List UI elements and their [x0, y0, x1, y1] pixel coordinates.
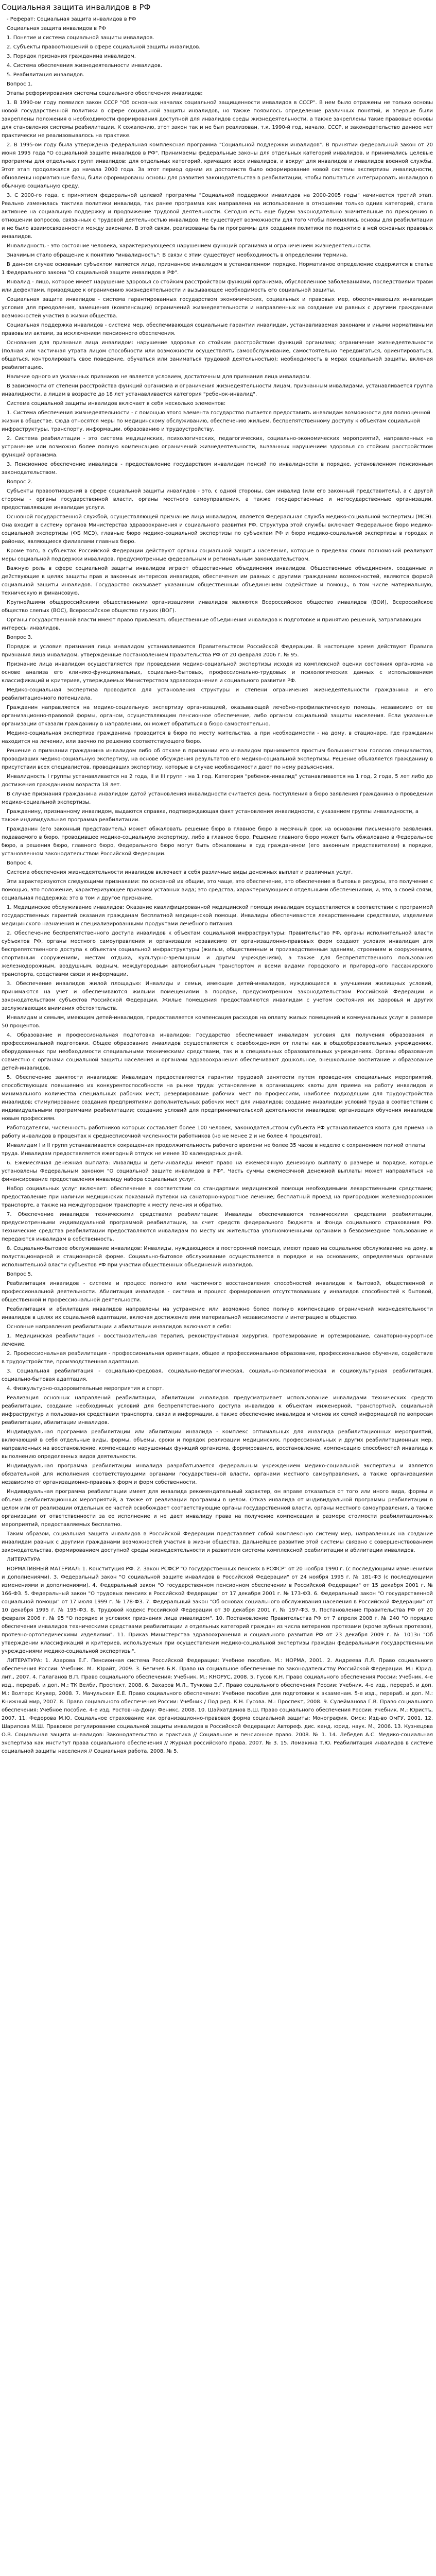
paragraph: Этапы реформирования системы социального обеспечения инвалидов:: [7, 91, 203, 96]
paragraph: В данном случае основным субъектом является лицо, признанное инвалидом в установленном порядке. Нормативное определение содержится в статье 1 Федерального закона "О социальной защите инвалидов в РФ".: [2, 262, 433, 276]
paragraph: Важную роль в сфере социальной защиты инвалидов играют общественные объединения инвалидов. Общественные объединения, созданные и действующие в целях защиты прав и законных интересов инвалидов, обеспечения им равных с другими гражданами возможностей, являются формой социальной защиты инвалидов. Государство оказывает указанным общественным объединениям содействие и помощь, в том числе материальную, техническую и финансовую.: [2, 566, 433, 596]
paragraph: Работодателям, численность работников которых составляет более 100 человек, законодательством субъекта РФ устанавливается квота для приема на работу инвалидов в процентах к среднесписочной численности работников (но не менее 2 и не более 4 процентов).: [2, 1125, 433, 1139]
paragraph: НОРМАТИВНЫЙ МАТЕРИАЛ: 1. Конституция РФ. 2. Закон РСФСР "О государственных пенсиях в РСФСР" от 20 ноября 1990 г. (с последующими изменениями и дополнениями). 3. Федеральный закон "О социальной защите инвалидов в Российской Федерации" от 24 ноября 1995 г. № 181-ФЗ (с последующими изменениями и дополнениями). 4. Федеральный закон "О государственном пенсионном обеспечении в Российской Федерации" от 15 декабря 2001 г. № 166-ФЗ. 5. Федеральный закон "О трудовых пенсиях в Российской Федерации" от 17 декабря 2001 г. № 173-ФЗ. 6. Федеральный закон "О государственной социальной помощи" от 17 июля 1999 г. № 178-ФЗ. 7. Федеральный закон "Об основах социального обслуживания населения в Российской Федерации" от 10 декабря 1995 г. № 195-ФЗ. 8. Трудовой кодекс Российской Федерации от 30 декабря 2001 г. № 197-ФЗ. 9. Постановление Правительства РФ от 20 февраля 2006 г. № 95 "О порядке и условиях признания лица инвалидом". 10. Постановление Правительства РФ от 7 апреля 2008 г. № 240 "О порядке обеспечения инвалидов техническими средствами реабилитации и отдельных категорий граждан из числа ветеранов протезами (кроме зубных протезов), протезно-ортопедическими изделиями". 11. Приказ Министерства здравоохранения и социального развития РФ от 23 декабря 2009 г. № 1013н "Об утверждении классификаций и критериев, используемых при осуществлении медико-социальной экспертизы граждан федеральными государственными учреждениями медико-социальной экспертизы".: [2, 1566, 433, 1654]
paragraph: Органы государственной власти имеют право привлекать общественные объединения инвалидов к подготовке и принятию решений, затрагивающих интересы инвалидов.: [2, 617, 422, 631]
paragraph: 3. Пенсионное обеспечение инвалидов - предоставление государством инвалидам пенсий по инвалидности в порядке, установленном пенсионным законодательством.: [2, 462, 433, 476]
paragraph: Индивидуальная программа реабилитации инвалида разрабатывается федеральным учреждением медико-социальной экспертизы и является обязательной для исполнения соответствующими органами государственной власти, органами местного самоуправления, а также организациями независимо от организационно-правовых форм и форм собственности.: [2, 1463, 433, 1485]
paragraph: 4. Образование и профессиональная подготовка инвалидов: Государство обеспечивает инвалидам условия для получения образования и профессиональной подготовки. Общее образование инвалидов осуществляется с освобождением от платы как в общеобразовательных учреждениях, оборудованных при необходимости специальными техническими средствами, так и в специальных образовательных учреждениях. Органы образования совместно с органами социальной защиты населения и органами здравоохранения обеспечивают дошкольное, внешкольное воспитание и образование детей-инвалидов.: [2, 1032, 433, 1071]
paragraph: Индивидуальная программа реабилитации или абилитации инвалида - комплекс оптимальных для инвалида реабилитационных мероприятий, включающий в себя отдельные виды, формы, объемы, сроки и порядок реализации медицинских, профессиональных и других реабилитационных мер, направленных на восстановление, компенсацию нарушенных функций организма, формирование, восстановление, компенсацию способностей инвалида к выполнению определенных видов деятельности.: [2, 1429, 433, 1460]
outline-item: 5. Реабилитация инвалидов.: [7, 72, 85, 78]
paragraph: 2. Система реабилитации - это система медицинских, психологических, педагогических, социально-экономических мероприятий, направленных на устранение или возможно более полную компенсацию ограничений жизнедеятельности, вызванных нарушением здоровья со стойким расстройством функций организма.: [2, 436, 433, 458]
paragraph: В случае признания гражданина инвалидом датой установления инвалидности считается день поступления в бюро заявления гражданина о проведении медико-социальной экспертизы.: [2, 791, 433, 805]
paragraph: Медико-социальная экспертиза гражданина проводится в бюро по месту жительства, а при необходимости - на дому, в стационаре, где гражданин находится на лечении, или заочно по решению соответствующего бюро.: [2, 731, 433, 744]
paragraph: Основной государственной службой, осуществляющей признание лица инвалидом, является Федеральная служба медико-социальной экспертизы (МСЭ). Она входит в систему органов Министерства здравоохранения и социального развития РФ. Структура этой службы включает Федеральное бюро медико-социальной экспертизы (ФБ МСЭ), главные бюро медико-социальной экспертизы по субъектам РФ и бюро медико-социальной экспертизы в городах и районах, являющиеся филиалами главных бюро.: [2, 514, 433, 545]
section-heading: Вопрос 5.: [7, 1272, 33, 1277]
paragraph: Социальная защита инвалидов в РФ: [7, 26, 106, 31]
outline-item: 1. Понятие и система социальной защиты инвалидов.: [7, 35, 154, 41]
paragraph: Субъекты правоотношений в сфере социальной защиты инвалидов - это, с одной стороны, сам инвалид (или его законный представитель), а с другой стороны - органы государственной власти, органы местного самоуправления, а также государственные и негосударственные организации, предоставляющие инвалидам услуги.: [2, 488, 433, 511]
paragraph: 1. Медицинское обслуживание инвалидов: Оказание квалифицированной медицинской помощи инвалидам осуществляется в соответствии с программой государственных гарантий оказания гражданам бесплатной медицинской помощи. Инвалиды обеспечиваются лекарственными средствами, изделиями медицинского назначения и специализированными продуктами лечебного питания.: [2, 905, 433, 927]
paragraph: Инвалидность - это состояние человека, характеризующееся нарушением функций организма и ограничением жизнедеятельности.: [7, 243, 372, 249]
paragraph: Инвалидам и семьям, имеющим детей-инвалидов, предоставляется компенсация расходов на оплату жилых помещений и коммунальных услуг в размере 50 процентов.: [2, 1015, 433, 1029]
paragraph: Инвалидам I и II групп устанавливается сокращенная продолжительность рабочего времени не более 35 часов в неделю с сохранением полной оплаты труда. Инвалидам предоставляется ежегодный отпуск не менее 30 календарных дней.: [2, 1143, 425, 1157]
paragraph: 5. Обеспечение занятости инвалидов: Инвалидам предоставляются гарантии трудовой занятости путем проведения специальных мероприятий, способствующих повышению их конкурентоспособности на рынке труда: установление в организациях квоты для приема на работу инвалидов и минимального количества специальных рабочих мест; резервирование рабочих мест по профессиям, наиболее подходящим для трудоустройства инвалидов; стимулирование создания предприятиями дополнительных рабочих мест для инвалидов; создание инвалидам условий труда в соответствии с индивидуальными программами реабилитации; создание условий для предпринимательской деятельности инвалидов; организация обучения инвалидов новым профессиям.: [2, 1075, 433, 1122]
paragraph: Гражданин направляется на медико-социальную экспертизу организацией, оказывающей лечебно-профилактическую помощь, независимо от ее организационно-правовой формы, органом, осуществляющим пенсионное обеспечение, либо органом социальной защиты населения. Если указанные организации отказали гражданину в направлении, он может обратиться в бюро самостоятельно.: [2, 705, 433, 727]
paragraph: Реабилитация инвалидов - система и процесс полного или частичного восстановления способностей инвалидов к бытовой, общественной и профессиональной деятельности. Абилитация инвалидов - система и процесс формирования отсутствовавших у инвалидов способностей к бытовой, общественной и профессиональной деятельности.: [2, 1281, 433, 1303]
paragraph: 1. Медицинская реабилитация - восстановительная терапия, реконструктивная хирургия, протезирование и ортезирование, санаторно-курортное лечение.: [2, 1333, 433, 1347]
paragraph: Индивидуальная программа реабилитации имеет для инвалида рекомендательный характер, он вправе отказаться от того или иного вида, формы и объема реабилитационных мероприятий, а также от реализации программы в целом. Отказ инвалида от индивидуальной программы реабилитации в целом или от реализации отдельных ее частей освобождает соответствующие органы государственной власти, органы местного самоуправления, а также организации от ответственности за ее исполнение и не дает инвалиду права на получение компенсации в размере стоимости реабилитационных мероприятий, предоставляемых бесплатно.: [2, 1489, 433, 1528]
outline-item: 3. Порядок признания гражданина инвалидом.: [7, 54, 136, 59]
section-heading: Вопрос 1.: [7, 81, 33, 87]
document: [2, 2, 433, 1757]
paragraph: 2. В 1995-ом году была утверждена федеральная комплексная программа "Социальной поддержки инвалидов". В принятии федеральный закон от 20 июня 1995 года "О социальной защите инвалидов в РФ". Принимаемы федеральные законы для отдельных категорий инвалидов, и принимались целевые программы для отдельных групп инвалидов: для отдельных категорий, кричащих всех инвалидов, и вокруг для инвалидов и инвалидов военной службы. Этот этап продолжался до начала 2000 года. За этот период одним из достоинств было оформирование новой системы экспертизы инвалидности, обновлены нормативные базы, были сформированы основы для развития законодательства в реабилитации, чтобы попытаться интегрировать инвалидов в обычную социальную среду.: [2, 142, 433, 189]
paragraph: Значимым стало обращение к понятию "инвалидность": В связи с этим существует необходимость в определении термина.: [7, 252, 348, 258]
paragraph: 3. С 2000-го года, с принятием федеральной целевой программы "Социальной поддержки инвалидов на 2000-2005 годы" начинается третий этап. Реально изменилась тактика политики инвалида, так ранее программа как направлена на использование в отношении только одних категорий, стала активнее на социальную поддержку и продвижение трудовой деятельности. Сегодня есть еще будем законодательно значительные по преждению в отношении вопросов, связанных с трудовой деятельностью инвалидов. Не существует возможности для того чтобы поменялись основы для реабилитации и не было взаимосвязанности между законами. В этой связи, реализованы были программы для создания политики по поднятию в ней основных правовых инвалидов.: [2, 193, 433, 240]
paragraph: Таким образом, социальная защита инвалидов в Российской Федерации представляет собой комплексную систему мер, направленных на создание инвалидам равных с другими гражданами возможностей участия в жизни общества. Дальнейшее развитие этой системы связано с совершенствованием законодательства, формированием доступной среды жизнедеятельности и развитием системы комплексной реабилитации и абилитации инвалидов.: [2, 1531, 433, 1553]
paragraph: 7. Обеспечение инвалидов техническими средствами реабилитации: Инвалиды обеспечиваются техническими средствами реабилитации, предусмотренными индивидуальной программой реабилитации, за счет средств федерального бюджета и Фонда социального страхования РФ. Технические средства реабилитации предоставляются инвалидам по месту их жительства уполномоченными органами в безвозмездное пользование и передаются инвалидам в собственность.: [2, 1212, 433, 1242]
paragraph: 2. Профессиональная реабилитация - профессиональная ориентация, общее и профессиональное образование, профессиональное обучение, содействие в трудоустройстве, производственная адаптация.: [2, 1351, 433, 1365]
paragraph: Социальная защита инвалидов - система гарантированных государством экономических, социальных и правовых мер, обеспечивающих инвалидам условия для преодоления, замещения (компенсации) ограничений жизнедеятельности и направленных на создание им равных с другими гражданами возможностей участия в жизни общества.: [2, 297, 433, 319]
breadcrumb-link[interactable]: - Реферат: Социальная защита инвалидов в РФ: [7, 16, 136, 22]
paragraph: Основания для признания лица инвалидом: нарушение здоровья со стойким расстройством функций организма; ограничение жизнедеятельности (полная или частичная утрата лицом способности или возможности осуществлять самообслуживание, самостоятельно передвигаться, ориентироваться, общаться, контролировать свое поведение, обучаться или заниматься трудовой деятельностью); необходимость в мерах социальной защиты, включая реабилитацию.: [2, 340, 433, 370]
paragraph: Инвалидность I группы устанавливается на 2 года, II и III групп - на 1 год. Категория "ребенок-инвалид" устанавливается на 1 год, 2 года, 5 лет либо до достижения гражданином возраста 18 лет.: [2, 774, 433, 788]
section-heading: Вопрос 3.: [7, 635, 33, 640]
paragraph: Система обеспечения жизнедеятельности инвалидов включает в себя различные виды денежных выплат и различных услуг.: [7, 870, 353, 875]
paragraph: 3. Обеспечение инвалидов жилой площадью: Инвалиды и семьи, имеющие детей-инвалидов, нуждающиеся в улучшении жилищных условий, принимаются на учет и обеспечиваются жилыми помещениями в порядке, предусмотренном законодательством Российской Федерации и законодательством субъектов Российской Федерации. Жилые помещения предоставляются инвалидам с учетом состояния их здоровья и других заслуживающих внимания обстоятельств.: [2, 981, 433, 1011]
outline-item: 2. Субъекты правоотношений в сфере социальной защиты инвалидов.: [7, 44, 201, 50]
paragraph: Инвалид - лицо, которое имеет нарушение здоровья со стойким расстройством функций организма, обусловленное заболеваниями, последствиями травм или дефектами, приводящее к ограничению жизнедеятельности и вызывающее необходимость его социальной защиты.: [2, 279, 433, 293]
paragraph: 8. Социально-бытовое обслуживание инвалидов: Инвалиды, нуждающиеся в посторонней помощи, имеют право на социальное обслуживание на дому, в полустационарной и стационарной форме. Социально-бытовое обслуживание осуществляется в порядке и на основаниях, определяемых органами исполнительной власти субъектов РФ при участии общественных объединений инвалидов.: [2, 1246, 433, 1268]
paragraph: 1. Система обеспечения жизнедеятельности - с помощью этого элемента государство пытается предоставить инвалидам возможности для полноценной жизни в обществе. Сюда относятся меры по медицинскому обслуживанию, обеспечению жильем, беспрепятственному доступу к объектам социальной инфраструктуры, транспорту, информации, образованию и трудоустройству.: [2, 410, 430, 432]
outline-item: 4. Система обеспечения жизнедеятельности инвалидов.: [7, 63, 163, 69]
paragraph: Гражданину, признанному инвалидом, выдаются справка, подтверждающая факт установления инвалидности, с указанием группы инвалидности, а также индивидуальная программа реабилитации.: [2, 809, 418, 823]
paragraph: Кроме того, в субъектах Российской Федерации действуют органы социальной защиты населения, которые в пределах своих полномочий реализуют меры социальной поддержки инвалидов, предусмотренные федеральным и региональным законодательством.: [2, 548, 433, 562]
section-heading: Вопрос 2.: [7, 479, 33, 485]
paragraph: ЛИТЕРАТУРА: 1. Азарова Е.Г. Пенсионная система Российской Федерации: Учебное пособие. М.: НОРМА, 2001. 2. Андреева Л.Л. Право социального обеспечения России: Учебник. М.: Юрайт, 2009. 3. Бегичев Б.К. Право на социальное обеспечение по законодательству Российской Федерации. М.: Юрид. лит., 2007. 4. Галаганов В.П. Право социального обеспечения: Учебник. М.: КНОРУС, 2008. 5. Гусов К.Н. Право социального обеспечения России: Учебник. 4-е изд., перераб. и доп. М.: ТК Велби, Проспект, 2008. 6. Захаров М.Л., Тучкова Э.Г. Право социального обеспечения России: Учебник. 4-е изд., перераб. и доп. М.: Волтерс Клувер, 2008. 7. Мачульская Е.Е. Право социального обеспечения: Учебное пособие для подготовки к экзаменам. 5-е изд., перераб. и доп. М.: Книжный мир, 2007. 8. Право социального обеспечения России: Учебник / Под ред. К.Н. Гусова. М.: Проспект, 2008. 9. Сулейманова Г.В. Право социального обеспечения: Учебное пособие. 4-е изд. Ростов-на-Дону: Феникс, 2008. 10. Шайхатдинов В.Ш. Право социального обеспечения России: Учебник. М.: Юристъ, 2007. 11. Федорова М.Ю. Социальное страхование как организационно-правовая форма социальной защиты: Монография. Омск: Изд-во ОмГУ, 2001. 12. Шарипова М.Ш. Правовое регулирование социальной защиты инвалидов в Российской Федерации: Автореф. дис. канд. юрид. наук. М., 2006. 13. Кузнецова О.В. Социальная защита инвалидов: Законодательство и практика // Социальное и пенсионное право. 2008. № 1. 14. Лебедев А.С. Медико-социальная экспертиза как институт права социального обеспечения // Журнал российского права. 2007. № 3. 15. Ломакина Т.Ю. Реабилитация инвалидов в системе социальной защиты населения // Социальная работа. 2008. № 5.: [2, 1658, 433, 1754]
paragraph: Реализация основных направлений реабилитации, абилитации инвалидов предусматривает использование инвалидами технических средств реабилитации, создание необходимых условий для беспрепятственного доступа инвалидов к объектам инженерной, транспортной, социальной инфраструктур и пользования средствами транспорта, связи и информации, а также обеспечение инвалидов и членов их семей информацией по вопросам реабилитации, абилитации инвалидов.: [2, 1395, 433, 1426]
paragraph: Медико-социальная экспертиза проводится для установления структуры и степени ограничения жизнедеятельности гражданина и его реабилитационного потенциала.: [2, 687, 433, 701]
paragraph: Признание лица инвалидом осуществляется при проведении медико-социальной экспертизы исходя из комплексной оценки состояния организма на основе анализа его клинико-функциональных, социально-бытовых, профессионально-трудовых и психологических данных с использованием классификаций и критериев, утверждаемых Министерством здравоохранения и социального развития РФ.: [2, 662, 433, 684]
paragraph: 3. Социальная реабилитация - социально-средовая, социально-педагогическая, социально-психологическая и социокультурная реабилитация, социально-бытовая адаптация.: [2, 1368, 433, 1382]
paragraph: Основные направления реабилитации и абилитации инвалидов включают в себя:: [7, 1324, 231, 1330]
paragraph: Социальная поддержка инвалидов - система мер, обеспечивающая социальные гарантии инвалидам, устанавливаемая законами и иными нормативными правовыми актами, за исключением пенсионного обеспечения.: [2, 323, 433, 336]
paragraph: Система социальной защиты инвалидов включает в себя несколько элементов:: [7, 401, 226, 406]
section-heading: Вопрос 4.: [7, 860, 33, 866]
document-body: [2, 15, 433, 1756]
paragraph: 2. Обеспечение беспрепятственного доступа инвалидов к объектам социальной инфраструктуры: Правительство РФ, органы исполнительной власти субъектов РФ, органы местного самоуправления и организации независимо от организационно-правовых форм создают условия инвалидам для беспрепятственного доступа к объектам социальной инфраструктуры (жилым, общественным и производственным зданиям, строениям и сооружениям, спортивным сооружениям, местам отдыха, культурно-зрелищным и другим учреждениям), а также для беспрепятственного пользования железнодорожным, воздушным, водным, междугородным автомобильным транспортом и всеми видами городского и пригородного пассажирского транспорта, средствами связи и информации.: [2, 930, 433, 977]
paragraph: Порядок и условия признания лица инвалидом устанавливаются Правительством Российской Федерации. В настоящее время действуют Правила признания лица инвалидом, утвержденные постановлением Правительства РФ от 20 февраля 2006 г. № 95.: [2, 644, 433, 658]
paragraph: Решение о признании гражданина инвалидом либо об отказе в признании его инвалидом принимается простым большинством голосов специалистов, проводивших медико-социальную экспертизу, на основе обсуждения результатов его медико-социальной экспертизы. Решение объявляется гражданину в присутствии всех специалистов, проводивших экспертизу, которые в случае необходимости дают по нему разъяснения.: [2, 748, 433, 770]
paragraph: 6. Ежемесячная денежная выплата: Инвалиды и дети-инвалиды имеют право на ежемесячную денежную выплату в размере и порядке, которые установлены Федеральным законом "О социальной защите инвалидов в РФ". Часть суммы ежемесячной денежной выплаты может направляться на финансирование предоставления инвалиду набора социальных услуг.: [2, 1160, 433, 1182]
paragraph: Реабилитация и абилитация инвалидов направлены на устранение или возможно более полную компенсацию ограничений жизнедеятельности инвалидов в целях их социальной адаптации, включая достижение ими материальной независимости и интеграцию в общество.: [2, 1307, 433, 1320]
paragraph: 4. Физкультурно-оздоровительные мероприятия и спорт.: [7, 1386, 164, 1392]
paragraph: Крупнейшими общероссийскими общественными организациями инвалидов являются Всероссийское общество инвалидов (ВОИ), Всероссийское общество слепых (ВОС), Всероссийское общество глухих (ВОГ).: [2, 600, 433, 614]
paragraph: В зависимости от степени расстройства функций организма и ограничения жизнедеятельности лицам, признанным инвалидами, устанавливается группа инвалидности, а лицам в возрасте до 18 лет устанавливается категория "ребенок-инвалид".: [2, 383, 433, 397]
paragraph: 1. В 1990-ом году появился закон СССР "Об основных началах социальной защищенности инвалидов в СССР". В нем было отражены не только основы новой государственной политики в сфере социальной защиты инвалидов, но также появилось определение различных понятий, и впервые были закреплены положения о необходимости формирования доступной для инвалидов среды жизнедеятельности, а также закреплены такие правовые основы для становления системы реабилитации. К сожалению, этот закон так и не был реализован, т.к. 1990-й год, начало, СССР, и законодательство данное нет практически не реализовывалось на практике.: [2, 100, 433, 139]
paragraph: ЛИТЕРАТУРА: [7, 1557, 41, 1563]
paragraph: Эти характеризуются следующими признаками: по основной их общим, это чаще, это обеспечение, это обеспечение в бытовые ресурсы, это получение с помощью, это положение, характеризующее признаки уставных вида; это средства, характеризующиеся отдельными обеспечениями, и, это, в своей связи, социальная поддержка; это в том и другое признание.: [2, 879, 433, 901]
paragraph: Набор социальных услуг включает: обеспечение в соответствии со стандартами медицинской помощи необходимыми лекарственными средствами; предоставление при наличии медицинских показаний путевки на санаторно-курортное лечение; бесплатный проезд на пригородном железнодорожном транспорте, а также на междугородном транспорте к месту лечения и обратно.: [2, 1186, 433, 1208]
document-title: Социальная защита инвалидов в РФ: [2, 3, 151, 12]
paragraph: Гражданин (его законный представитель) может обжаловать решение бюро в главное бюро в месячный срок на основании письменного заявления, подаваемого в бюро, проводившее медико-социальную экспертизу, либо в главное бюро. Решение главного бюро может быть обжаловано в Федеральное бюро, а решения бюро, главного бюро, Федерального бюро могут быть обжалованы в суд гражданином (его законным представителем) в порядке, установленном законодательством Российской Федерации.: [2, 826, 433, 857]
paragraph: Наличие одного из указанных признаков не является условием, достаточным для признания лица инвалидом.: [7, 374, 311, 380]
